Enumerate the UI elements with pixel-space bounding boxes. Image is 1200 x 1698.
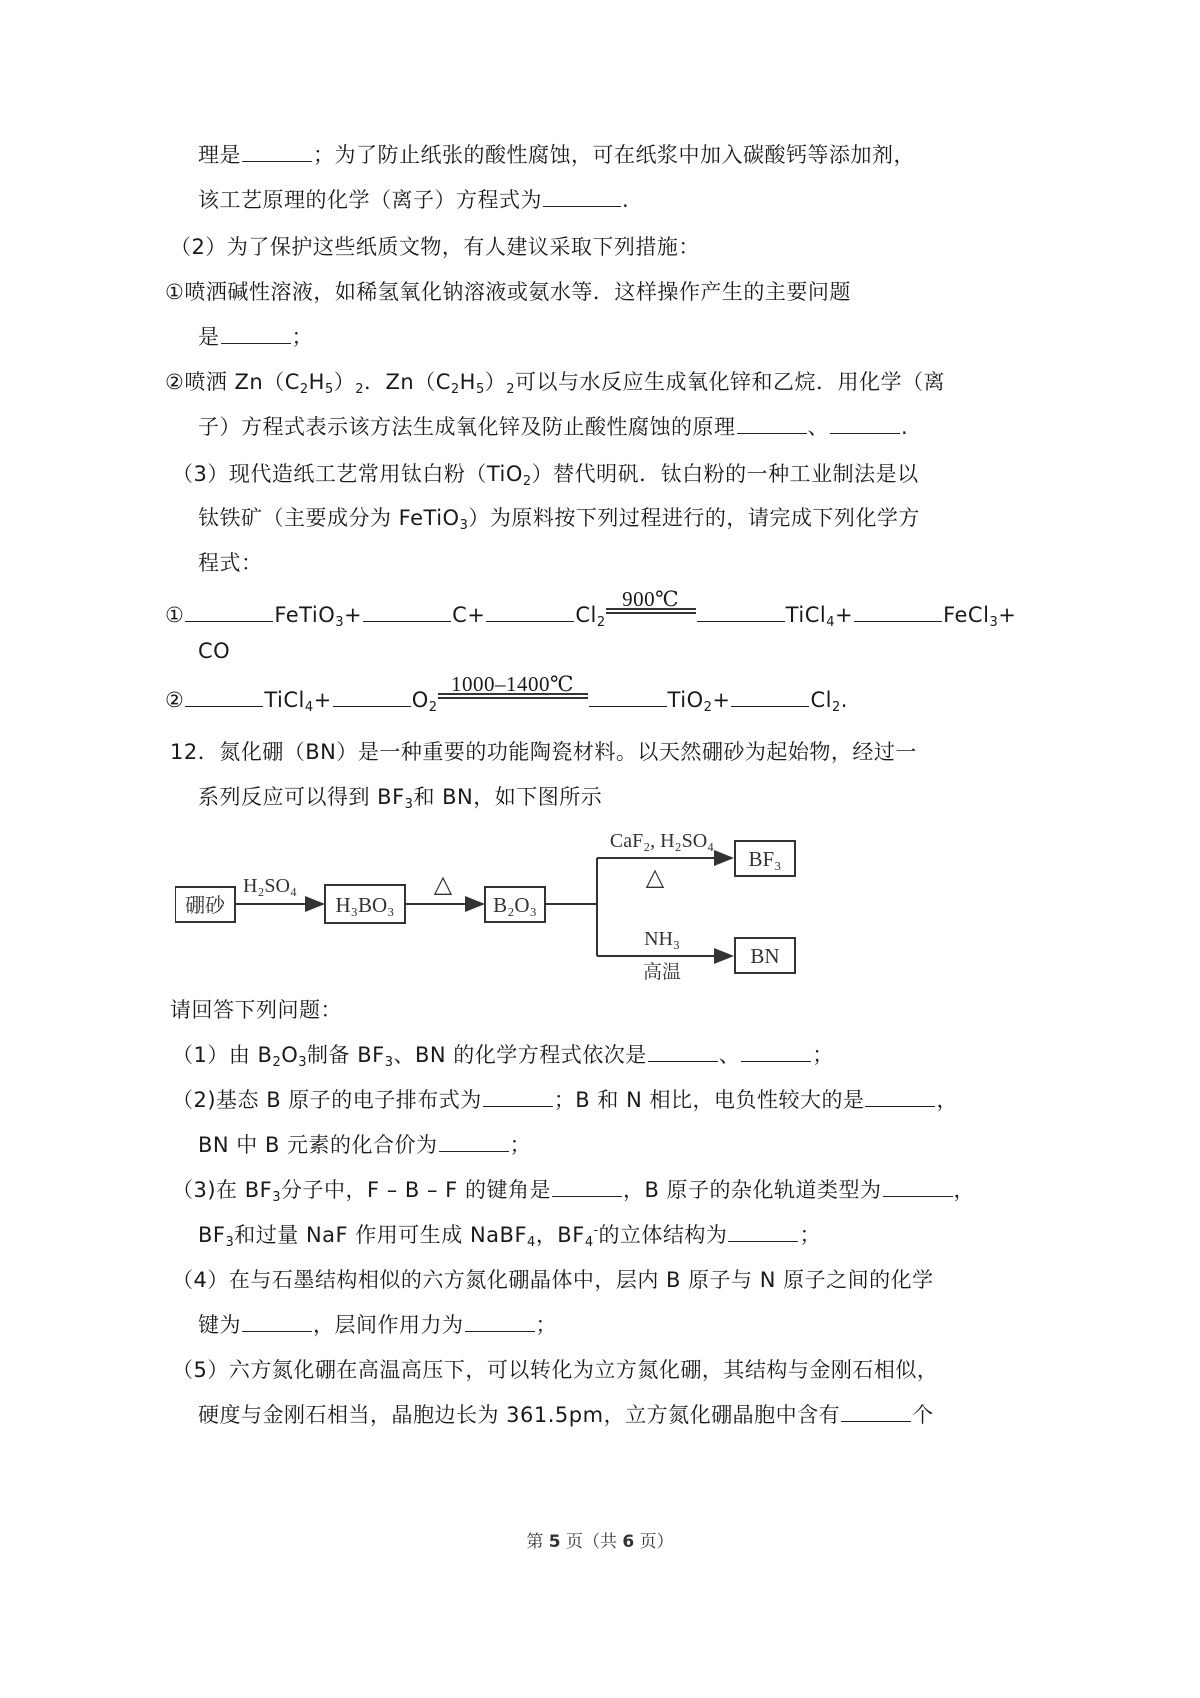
q12-sub-4 <box>172 1265 934 1295</box>
q12-prompt <box>170 995 342 1025</box>
text: 页（共 <box>566 1532 617 1552</box>
coefficient-blank[interactable] <box>363 601 451 622</box>
coefficient-blank[interactable] <box>486 601 574 622</box>
q11-measure-2-cont <box>198 412 908 442</box>
text: H <box>308 370 325 394</box>
q12-intro-1 <box>170 737 917 767</box>
lower-reagent: NH₃ <box>644 928 680 950</box>
condition-label: 900℃ <box>622 587 680 611</box>
q12-sub-1: （1）由 $B_2O_3$制备 $BF_3$、BN 的化学方程式依次是 、 ； <box>172 1043 834 1070</box>
q12-intro-2: 系列反应可以得到 $BF_3$和 BN，如下图所示 <box>198 785 603 812</box>
text: BN 中 B 元素的化合价为 <box>198 1133 438 1157</box>
node-b2o3: B₂O₃ <box>493 893 537 917</box>
q12-sub-5-cont <box>198 1400 934 1430</box>
text: ， <box>936 1088 958 1112</box>
text: ①喷洒碱性溶液，如稀氢氧化钠溶液或氨水等．这样操作产生的主要问题 <box>165 280 851 304</box>
upper-reagent: CaF₂, H₂SO₄ <box>609 830 715 852</box>
answer-blank[interactable] <box>465 1311 535 1332</box>
text: ； <box>509 1133 532 1157</box>
eq-number: ② <box>165 688 185 712</box>
q11-line-1 <box>198 140 915 170</box>
text: ．Zn（C <box>364 370 451 394</box>
reactant: FeTiO <box>274 603 336 627</box>
text: 和过量 NaF 作用可生成 NaBF <box>234 1223 528 1247</box>
q11-part-3-line-3 <box>198 548 263 578</box>
reactant: TiCl <box>264 688 305 712</box>
product: Cl <box>810 688 832 712</box>
text: ，B 原子的杂化轨道类型为 <box>622 1178 882 1202</box>
text: ；B 和 N 相比，电负性较大的是 <box>553 1088 865 1112</box>
text: . <box>901 415 909 439</box>
process-flow-diagram <box>175 825 895 990</box>
q11-measure-2: ②喷洒 $Zn(C_2H_5)_2$．$Zn(C_2H_5)_2$可以与水反应生成氧化锌和乙烷．用化学（离 <box>165 370 946 397</box>
product: TiO <box>667 688 704 712</box>
text: 理是 <box>198 143 241 167</box>
q12-sub-3-cont: $BF_3$和过量 NaF 作用可生成 NaBF$_4$，$BF_4^-$的立体结构为 ； <box>198 1223 821 1250</box>
answer-blank[interactable] <box>741 1041 811 1062</box>
text: 制备 BF <box>307 1043 385 1067</box>
q11-part-2 <box>170 232 700 262</box>
node-bf3: BF₃ <box>748 847 782 871</box>
answer-blank[interactable] <box>242 1311 312 1332</box>
q11-measure-1 <box>165 277 851 307</box>
text: ，层间作用力为 <box>313 1313 464 1337</box>
text: （2)基态 B 原子的电子排布式为 <box>172 1088 482 1112</box>
q11-part-3-line-2: 钛铁矿（主要成分为 FeTiO$_3$）为原料按下列过程进行的，请完成下列化学方 <box>198 506 920 533</box>
coefficient-blank[interactable] <box>185 686 263 707</box>
coefficient-blank[interactable] <box>731 686 809 707</box>
text: ）替代明矾．钛白粉的一种工业制法是以 <box>531 462 919 486</box>
answer-blank[interactable] <box>439 1131 509 1152</box>
text: 、BN 的化学方程式依次是 <box>393 1043 647 1067</box>
equation-1: ① FeTiO$_3$+ $C+ Cl_2$ 900℃ TiCl$_4$+ FeCl$_3$+ <box>165 600 1016 630</box>
product: CO <box>198 639 231 663</box>
answer-blank[interactable] <box>728 1221 798 1242</box>
reactant: Cl <box>575 603 597 627</box>
text: 氮化硼（BN）是一种重要的功能陶瓷材料。以天然硼砂为起始物，经过一 <box>219 740 917 764</box>
text: 和 BN，如下图所示 <box>413 785 603 809</box>
text: H <box>459 370 476 394</box>
text: ；为了防止纸张的酸性腐蚀，可在纸浆中加入碳酸钙等添加剂， <box>313 143 915 167</box>
answer-blank[interactable] <box>865 1086 935 1107</box>
text: ） <box>333 370 356 394</box>
q11-line-2 <box>198 185 629 215</box>
answer-blank[interactable] <box>242 141 312 162</box>
reactant: C+ <box>452 603 486 627</box>
text: （3）现代造纸工艺常用钛白粉（TiO <box>172 462 523 486</box>
text: ， <box>953 1178 976 1202</box>
answer-blank[interactable] <box>648 1041 718 1062</box>
text: （5）六方氮化硼在高温高压下，可以转化为立方氮化硼，其结构与金刚石相似， <box>172 1358 939 1382</box>
text: . <box>840 688 848 712</box>
answer-blank[interactable] <box>221 323 291 344</box>
text: ，BF <box>535 1223 585 1247</box>
lower-condition: 高温 <box>642 962 682 983</box>
text: 、 <box>807 415 829 439</box>
text: 硬度与金刚石相当，晶胞边长为 361.5pm，立方氮化硼晶胞中含有 <box>198 1403 841 1427</box>
text: 第 <box>526 1532 544 1552</box>
answer-blank[interactable] <box>841 1401 911 1422</box>
reactant: O <box>411 688 429 712</box>
node-bn: BN <box>750 944 780 968</box>
coefficient-blank[interactable] <box>854 601 942 622</box>
total-pages: 6 <box>622 1532 635 1552</box>
text: 系列反应可以得到 BF <box>198 785 405 809</box>
text: 页） <box>639 1532 674 1552</box>
upper-heat-symbol: △ <box>645 865 665 891</box>
text: ； <box>535 1313 557 1337</box>
reaction-condition <box>606 587 696 622</box>
answer-blank[interactable] <box>883 1176 953 1197</box>
equation-2: ② TiCl$_4$+ $O_2$ 1000–1400℃ $TiO_2+ Cl_2$. <box>165 685 848 715</box>
text: . <box>622 188 630 212</box>
text: 可以与水反应生成氧化锌和乙烷．用化学（离 <box>515 370 946 394</box>
eq-number: ① <box>165 603 185 627</box>
equation-1-cont <box>198 636 230 666</box>
text: BF <box>198 1223 226 1247</box>
text: ②喷洒 Zn（C <box>165 370 300 394</box>
text: 程式： <box>198 551 263 575</box>
text: ） <box>484 370 507 394</box>
text: ； <box>799 1223 821 1247</box>
coefficient-blank[interactable] <box>697 601 785 622</box>
text: （2）为了保护这些纸质文物，有人建议采取下列措施： <box>170 235 700 259</box>
text: ）为原料按下列过程进行的，请完成下列化学方 <box>468 506 920 530</box>
q11-part-3: （3）现代造纸工艺常用钛白粉（TiO$_2$）替代明矾．钛白粉的一种工业制法是以 <box>172 462 919 489</box>
answer-blank[interactable] <box>552 1176 622 1197</box>
q12-sub-2-cont <box>198 1130 531 1160</box>
condition-label: 1000–1400℃ <box>451 672 575 696</box>
text: （3)在 BF <box>172 1178 273 1202</box>
text: 、 <box>718 1043 741 1067</box>
q12-sub-3: （3)在 $BF_3$分子中，F – B – F 的键角是 ，B 原子的杂化轨道类型为 ， <box>172 1178 976 1205</box>
coefficient-blank[interactable] <box>185 601 273 622</box>
text: ； <box>812 1043 834 1067</box>
answer-blank[interactable] <box>543 186 621 207</box>
text: 键为 <box>198 1313 241 1337</box>
question-number: 12． <box>170 740 220 764</box>
page-footer <box>0 1527 1200 1552</box>
answer-blank[interactable] <box>737 413 807 434</box>
product: TiCl <box>785 603 827 627</box>
text: O <box>281 1043 299 1067</box>
reaction-condition <box>438 672 588 707</box>
text: 子）方程式表示该方法生成氧化锌及防止酸性腐蚀的原理 <box>198 415 736 439</box>
answer-blank[interactable] <box>483 1086 553 1107</box>
text: 是 <box>198 325 220 349</box>
q11-measure-1-cont <box>198 322 313 352</box>
q12-sub-5 <box>172 1355 938 1385</box>
node-h3bo3: H₃BO₃ <box>335 893 395 917</box>
current-page: 5 <box>548 1532 561 1552</box>
q12-sub-2 <box>172 1085 958 1115</box>
reagent-h2so4: H₂SO₄ <box>243 875 297 897</box>
text: 个 <box>912 1403 934 1427</box>
text: 钛铁矿（主要成分为 FeTiO <box>198 506 460 530</box>
node-borax: 硼砂 <box>185 895 225 917</box>
text: 分子中，F – B – F 的键角是 <box>281 1178 551 1202</box>
coefficient-blank[interactable] <box>333 686 411 707</box>
text: 该工艺原理的化学（离子）方程式为 <box>198 188 542 212</box>
coefficient-blank[interactable] <box>589 686 667 707</box>
product: FeCl <box>943 603 990 627</box>
text: ； <box>291 325 313 349</box>
text: （1）由 B <box>172 1043 273 1067</box>
q12-sub-4-cont <box>198 1310 557 1340</box>
answer-blank[interactable] <box>830 413 900 434</box>
text: 的立体结构为 <box>598 1223 728 1247</box>
text: （4）在与石墨结构相似的六方氮化硼晶体中，层内 B 原子与 N 原子之间的化学 <box>172 1268 934 1292</box>
heat-symbol: △ <box>433 872 453 898</box>
text: 请回答下列问题： <box>170 998 342 1022</box>
